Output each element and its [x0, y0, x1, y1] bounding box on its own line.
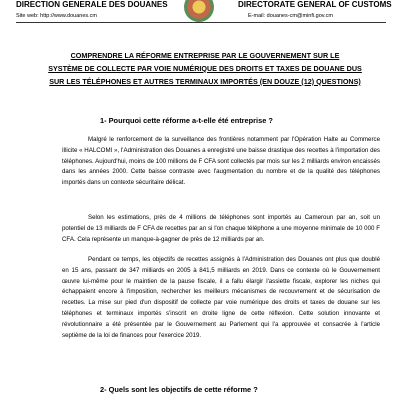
paragraph-text: Pendant ce temps, les objectifs de recettes assignés à l'Administration des Douanes ont plus que doublé en 15 ans, passant de 347 milliards en 2005 à 841,5 milliards en 2019. Dans ce contexte où le Gouvernement œuvre lui-même pour le maintien de la pause fiscale, il a fallu élargir l'assiette fiscale, explorer les niches qui échappaient encore à l'imposition, rechercher les meilleurs mécanismes de recouvrement et de sécurisation de recettes. La mise sur pied d'un dispositif de collecte par voie numérique des droits et taxes de douane sur les téléphones et terminaux importés s'inscrit en droite ligne de cette réflexion. Cette solution innovante et révolutionnaire a été présentée par le Gouvernement au Parlement qui l'a approuvée et consacrée à l'article septième de la loi de finances pour l'exercice 2019. — [62, 256, 380, 339]
title-line: SYSTÈME DE COLLECTE PAR VOIE NUMÉRIQUE DES DROITS ET TAXES DE DOUANE DUS — [48, 63, 362, 73]
title-line: COMPRENDRE LA RÉFORME ENTREPRISE PAR LE GOUVERNEMENT SUR LE — [70, 51, 340, 60]
section-heading-1: 1- Pourquoi cette réforme a-t-elle été entreprise ? — [100, 116, 273, 125]
paragraph — [62, 255, 380, 341]
customs-emblem-icon — [184, 0, 214, 22]
header-divider — [16, 22, 386, 23]
email-contact: E-mail: douanes-cm@minfi.gov.cm — [248, 13, 333, 19]
paragraph-text: Malgré le renforcement de la surveillance des frontières notamment par l'Opération Halte au Commerce Illicite « HALCOMI », l'Administration des Douanes a enregistré une baisse drastique des recettes à l'importation des téléphones. Aujourd'hui, moins de 100 millions de F CFA sont collectés par mois sur les 2 milliards environ encaissés dans les années 2000. Cette baisse contraste avec l'augmentation du nombre et de la qualité des téléphones importés dans un contexte sécuritaire délicat. — [62, 136, 380, 187]
title-line: SUR LES TÉLÉPHONES ET AUTRES TERMINAUX IMPORTÉS (EN DOUZE (12) QUESTIONS) — [49, 76, 361, 86]
document-title — [40, 50, 370, 88]
letterhead-title-en: DIRECTORATE GENERAL OF CUSTOMS — [238, 0, 392, 9]
letterhead-title-fr: DIRECTION GENERALE DES DOUANES — [16, 0, 168, 9]
website-contact: Site web: http://www.douanes.cm — [16, 13, 98, 19]
paragraph — [62, 213, 380, 245]
section-heading-2: 2- Quels sont les objectifs de cette réforme ? — [100, 385, 258, 394]
paragraph-text: Selon les estimations, près de 4 millions de téléphones sont importés au Cameroun par an, soit un potentiel de 13 milliards de F CFA de recettes par an si l'on chaque téléphone a une moyenne minimale de 10 000 F CFA. Cela représente un manque-à-gagner de près de 12 milliards par an. — [62, 214, 380, 243]
paragraph — [62, 135, 380, 189]
